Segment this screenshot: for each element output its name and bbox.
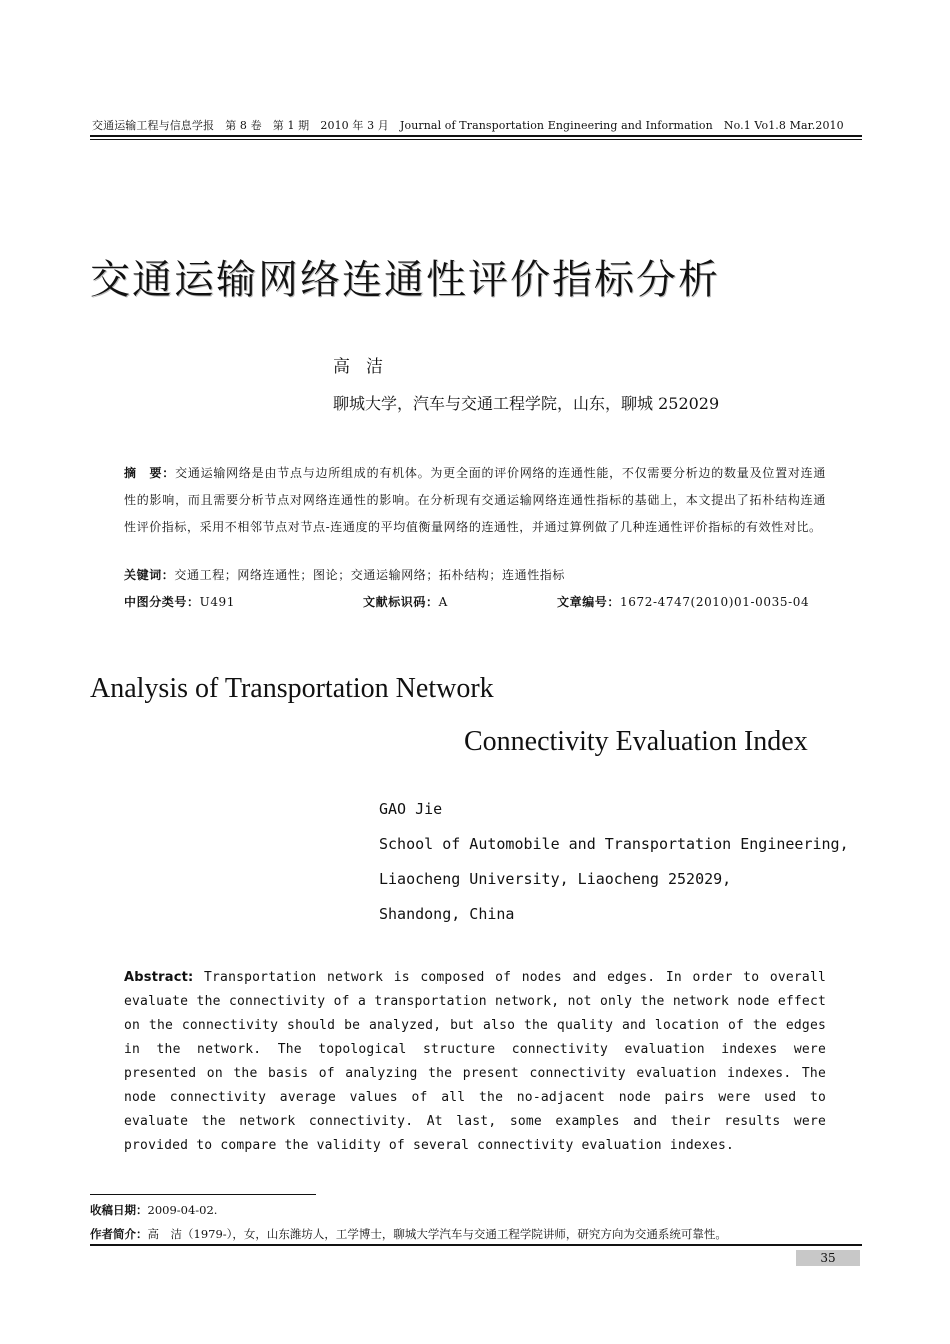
article-value: 1672-4747(2010)01-0035-04	[620, 595, 810, 609]
article-label: 文章编号：	[557, 595, 621, 609]
footer-rule	[90, 1244, 862, 1246]
keywords-cn-text: 交通工程；网络连通性；图论；交通运输网络；拓朴结构；连通性指标	[174, 568, 566, 582]
page-number: 35	[796, 1250, 860, 1266]
clc-number	[124, 593, 235, 610]
abstract-en	[124, 966, 826, 1158]
abstract-en-text: Transportation network is composed of nodes and edges. In order to overall evaluate the connectivity of a transportation network, not only the network node effect on the connectivity should be analyzed, but also the quality and location of the edges in the network. The topological structure connectivity evaluation indexes were presented on the basis of analyzing the present connectivity evaluation indexes. The node connectivity average values of all the no-adjacent node pairs were used to evaluate the network connectivity. At last, some examples and their results were provided to compare the validity of several connectivity evaluation indexes.	[124, 970, 826, 1153]
article-number	[557, 593, 809, 610]
footnote-rule	[90, 1194, 316, 1195]
clc-value: U491	[199, 595, 236, 609]
header-rule-thin	[90, 139, 862, 140]
abstract-cn	[124, 460, 826, 541]
author-cn: 高洁	[333, 357, 399, 377]
received-label: 收稿日期：	[90, 1203, 148, 1217]
abstract-cn-label: 摘 要：	[124, 466, 176, 480]
abstract-en-label: Abstract:	[124, 970, 194, 985]
clc-label: 中图分类号：	[124, 595, 200, 609]
author-en: GAO Jie	[379, 800, 443, 818]
header-rule-thick	[90, 135, 862, 137]
affiliation-en-line1: School of Automobile and Transportation Engineering,	[379, 835, 849, 853]
paper-title-en-line2: Connectivity Evaluation Index	[464, 726, 808, 757]
keywords-cn-label: 关键词：	[124, 568, 175, 582]
footnote-bio	[90, 1226, 727, 1242]
keywords-cn	[124, 566, 565, 583]
paper-title-cn: 交通运输网络连通性评价指标分析	[90, 257, 720, 303]
doc-value: A	[438, 595, 448, 609]
paper-title-en-line1: Analysis of Transportation Network	[90, 673, 494, 704]
footnote-received	[90, 1202, 217, 1218]
bio-value: 高 洁（1979-），女，山东潍坊人，工学博士，聊城大学汽车与交通工程学院讲师，研究方向为交通系统可靠性。	[147, 1227, 727, 1241]
journal-header: 交通运输工程与信息学报 第 8 卷 第 1 期 2010 年 3 月 Journal of Transportation Engineering and Information No.1 Vo1.8 Mar.2010	[92, 119, 844, 132]
received-value: 2009-04-02.	[147, 1203, 218, 1217]
bio-label: 作者简介：	[90, 1227, 148, 1241]
affiliation-cn: 聊城大学，汽车与交通工程学院，山东，聊城 252029	[333, 394, 720, 413]
doc-label: 文献标识码：	[363, 595, 439, 609]
affiliation-en-line3: Shandong, China	[379, 905, 515, 923]
affiliation-en-line2: Liaocheng University, Liaocheng 252029,	[379, 870, 732, 888]
doc-code	[363, 593, 448, 610]
abstract-cn-text: 交通运输网络是由节点与边所组成的有机体。为更全面的评价网络的连通性能，不仅需要分析边的数量及位置对连通性的影响，而且需要分析节点对网络连通性的影响。在分析现有交通运输网络连通性指标的基础上，本文提出了拓朴结构连通性评价指标，采用不相邻节点对节点-连通度的平均值衡量网络的连通性，并通过算例做了几种连通性评价指标的有效性对比。	[124, 466, 827, 534]
